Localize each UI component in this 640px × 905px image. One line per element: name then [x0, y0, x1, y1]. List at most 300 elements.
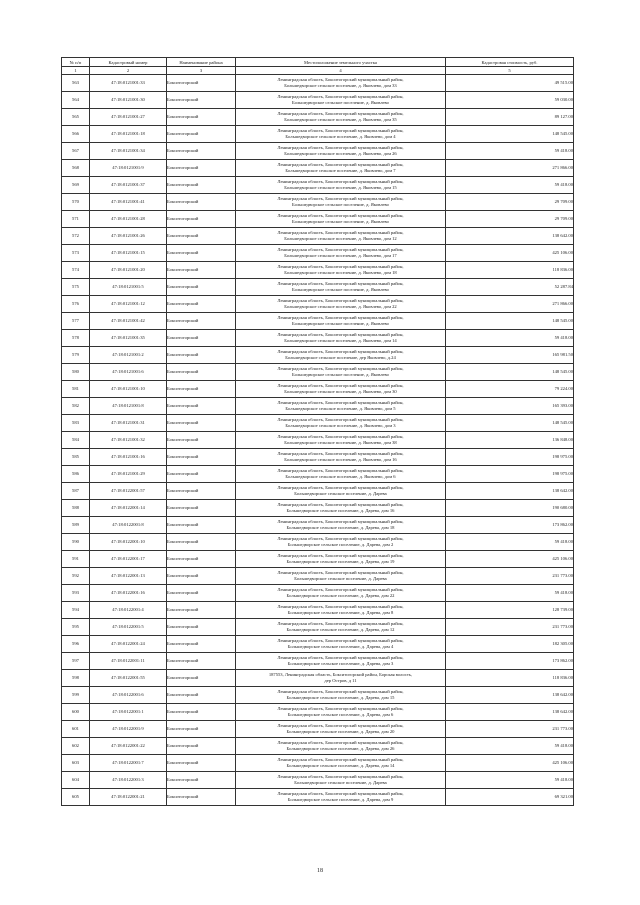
- cadastral-cost: 271 866.00: [446, 296, 574, 313]
- row-number: 591: [62, 551, 90, 568]
- location-line: Большедворское сельское поселение, д. Яковлево, дом 15: [284, 185, 397, 190]
- plot-location: [236, 789, 446, 806]
- cadastral-number: 47:18:0122001:3: [90, 772, 167, 789]
- location-line: 187553, Ленинградская область, Бокситогорский район, Борская волость,: [268, 672, 413, 677]
- district-name: Бокситогорский: [167, 75, 236, 92]
- district-name: Бокситогорский: [167, 143, 236, 160]
- location-line: Ленинградская область, Бокситогорский муниципальный район,: [277, 77, 404, 82]
- plot-location: [236, 568, 446, 585]
- location-line: Большедворское сельское поселение, д. Яковлево: [292, 287, 389, 292]
- location-line: Ленинградская область, Бокситогорский муниципальный район,: [277, 468, 404, 473]
- location-line: Ленинградская область, Бокситогорский муниципальный район,: [277, 366, 404, 371]
- table-row: [62, 313, 574, 330]
- table-row: [62, 500, 574, 517]
- column-number: 2: [90, 67, 167, 75]
- plot-location: [236, 636, 446, 653]
- cadastral-number: 47:18:0122001:1: [90, 704, 167, 721]
- row-number: 605: [62, 789, 90, 806]
- cadastral-cost: 148 545.00: [446, 126, 574, 143]
- cadastral-number: 47:18:0121001:37: [90, 177, 167, 194]
- cadastral-number: 47:18:0121001:10: [90, 381, 167, 398]
- table-row: [62, 670, 574, 687]
- table-row: [62, 551, 574, 568]
- cadastral-cost: 425 106.00: [446, 551, 574, 568]
- header-cadastral-number: Кадастровый номер: [90, 58, 167, 67]
- location-line: Ленинградская область, Бокситогорский муниципальный район,: [277, 213, 404, 218]
- plot-location: [236, 500, 446, 517]
- location-line: Большедворское сельское поселение, дер Яковлево, д.24: [285, 355, 396, 360]
- plot-location: [236, 687, 446, 704]
- plot-location: [236, 585, 446, 602]
- plot-location: [236, 653, 446, 670]
- cadastral-number: 47:18:0122001:5: [90, 619, 167, 636]
- column-number: 4: [236, 67, 446, 75]
- cadastral-number: 47:18:0121001:5: [90, 279, 167, 296]
- location-line: Большедворское сельское поселение, д. Яковлево, дом 6: [285, 474, 396, 479]
- location-line: Большедворское сельское поселение, д. Яковлево, дом 35: [284, 117, 397, 122]
- table-row: [62, 653, 574, 670]
- cadastral-number: 47:18:0122001:14: [90, 500, 167, 517]
- location-line: Большедворское сельское поселение, д. Яковлево, дом 26: [284, 151, 397, 156]
- header-number: № п/п: [62, 58, 90, 67]
- table-row: [62, 109, 574, 126]
- location-line: Ленинградская область, Бокситогорский муниципальный район,: [277, 740, 404, 745]
- plot-location: [236, 602, 446, 619]
- district-name: Бокситогорский: [167, 500, 236, 517]
- location-line: Большедворское сельское поселение, д. Дарева, дом 2: [287, 542, 394, 547]
- location-line: Ленинградская область, Бокситогорский муниципальный район,: [277, 230, 404, 235]
- district-name: Бокситогорский: [167, 194, 236, 211]
- row-number: 599: [62, 687, 90, 704]
- district-name: Бокситогорский: [167, 687, 236, 704]
- plot-location: [236, 517, 446, 534]
- location-line: Большедворское сельское поселение, д. Дарева, дом 19: [286, 559, 395, 564]
- cadastral-cost: 138 642.00: [446, 483, 574, 500]
- header-district: Наименование района: [167, 58, 236, 67]
- district-name: Бокситогорский: [167, 109, 236, 126]
- cadastral-cost: 89 127.00: [446, 109, 574, 126]
- row-number: 580: [62, 364, 90, 381]
- table-row: [62, 296, 574, 313]
- cadastral-cost: 148 545.00: [446, 364, 574, 381]
- cadastral-number: 47:18:0121001:8: [90, 398, 167, 415]
- cadastral-cost: 59 418.00: [446, 177, 574, 194]
- location-line: Большедворское сельское поселение, д. Яковлево: [292, 372, 389, 377]
- cadastral-cost: 198 975.00: [446, 466, 574, 483]
- table-row: [62, 75, 574, 92]
- plot-location: [236, 228, 446, 245]
- table-row: [62, 449, 574, 466]
- row-number: 585: [62, 449, 90, 466]
- district-name: Бокситогорский: [167, 160, 236, 177]
- cadastral-number: 47:18:0121001:16: [90, 449, 167, 466]
- cadastral-number: 47:18:0122001:57: [90, 483, 167, 500]
- location-line: Большедворское сельское поселение, д. Яковлево, дом 7: [285, 168, 396, 173]
- location-line: Ленинградская область, Бокситогорский муниципальный район,: [277, 774, 404, 779]
- plot-location: [236, 160, 446, 177]
- table-row: [62, 347, 574, 364]
- location-line: Большедворское сельское поселение, д. Дарева, дом 8: [287, 610, 394, 615]
- cadastral-number: 47:18:0122001:24: [90, 636, 167, 653]
- row-number: 604: [62, 772, 90, 789]
- district-name: Бокситогорский: [167, 789, 236, 806]
- cadastral-cost: 59 418.00: [446, 772, 574, 789]
- district-name: Бокситогорский: [167, 228, 236, 245]
- cadastral-cost: 59 418.00: [446, 738, 574, 755]
- cadastral-number: 47:18:0121001:29: [90, 466, 167, 483]
- row-number: 574: [62, 262, 90, 279]
- cadastral-number: 47:18:0122001:9: [90, 721, 167, 738]
- cadastral-cost: 138 642.00: [446, 687, 574, 704]
- plot-location: [236, 109, 446, 126]
- location-line: Ленинградская область, Бокситогорский муниципальный район,: [277, 621, 404, 626]
- district-name: Бокситогорский: [167, 279, 236, 296]
- location-line: Большедворское сельское поселение, д. Яковлево, дом 16: [284, 457, 397, 462]
- location-line: Большедворское сельское поселение, д. Яковлево, дом 17: [284, 253, 397, 258]
- cadastral-number: 47:18:0122001:55: [90, 670, 167, 687]
- table-row: [62, 194, 574, 211]
- cadastral-number: 47:18:0121001:9: [90, 160, 167, 177]
- table-row: [62, 211, 574, 228]
- location-line: Большедворское сельское поселение, д. Яковлево, дом 22: [284, 304, 397, 309]
- cadastral-cost: 52 287.84: [446, 279, 574, 296]
- location-line: Ленинградская область, Бокситогорский муниципальный район,: [277, 502, 404, 507]
- location-line: Ленинградская область, Бокситогорский муниципальный район,: [277, 145, 404, 150]
- cadastral-number: 47:18:0122001:6: [90, 687, 167, 704]
- table-row: [62, 602, 574, 619]
- location-line: Ленинградская область, Бокситогорский муниципальный район,: [277, 349, 404, 354]
- cadastral-cost: 148 545.00: [446, 313, 574, 330]
- cadastral-cost: 79 224.00: [446, 381, 574, 398]
- plot-location: [236, 245, 446, 262]
- location-line: Ленинградская область, Бокситогорский муниципальный район,: [277, 587, 404, 592]
- row-number: 565: [62, 109, 90, 126]
- row-number: 569: [62, 177, 90, 194]
- district-name: Бокситогорский: [167, 364, 236, 381]
- plot-location: [236, 194, 446, 211]
- cadastral-cost: 271 866.00: [446, 160, 574, 177]
- location-line: Ленинградская область, Бокситогорский муниципальный район,: [277, 689, 404, 694]
- row-number: 573: [62, 245, 90, 262]
- row-number: 595: [62, 619, 90, 636]
- cadastral-number: 47:18:0121001:30: [90, 92, 167, 109]
- district-name: Бокситогорский: [167, 313, 236, 330]
- district-name: Бокситогорский: [167, 92, 236, 109]
- cadastral-cost: 425 106.00: [446, 245, 574, 262]
- location-line: Большедворское сельское поселение, д. Яковлево, дом 18: [284, 270, 397, 275]
- row-number: 589: [62, 517, 90, 534]
- plot-location: [236, 330, 446, 347]
- district-name: Бокситогорский: [167, 126, 236, 143]
- plot-location: [236, 466, 446, 483]
- cadastral-cost: 128 739.00: [446, 602, 574, 619]
- location-line: Ленинградская область, Бокситогорский муниципальный район,: [277, 298, 404, 303]
- district-name: Бокситогорский: [167, 551, 236, 568]
- cadastral-cost: 231 773.00: [446, 568, 574, 585]
- cadastral-number: 47:18:0121001:41: [90, 194, 167, 211]
- cadastral-cost: 29 709.00: [446, 211, 574, 228]
- row-number: 583: [62, 415, 90, 432]
- cadastral-number: 47:18:0121001:42: [90, 313, 167, 330]
- location-line: Ленинградская область, Бокситогорский муниципальный район,: [277, 128, 404, 133]
- row-number: 579: [62, 347, 90, 364]
- plot-location: [236, 432, 446, 449]
- table-row: [62, 279, 574, 296]
- location-line: Большедворское сельское поселение, д. Дарева, дом 12: [286, 627, 395, 632]
- location-line: Большедворское сельское поселение, д. Дарева, дом 18: [286, 525, 395, 530]
- document-page: [61, 57, 573, 806]
- page-number: 18: [317, 868, 323, 874]
- district-name: Бокситогорский: [167, 636, 236, 653]
- location-line: Большедворское сельское поселение, д. Яковлево, дом 33: [284, 83, 397, 88]
- table-row: [62, 772, 574, 789]
- district-name: Бокситогорский: [167, 347, 236, 364]
- district-name: Бокситогорский: [167, 483, 236, 500]
- location-line: Ленинградская область, Бокситогорский муниципальный район,: [277, 655, 404, 660]
- row-number: 568: [62, 160, 90, 177]
- location-line: Ленинградская область, Бокситогорский муниципальный район,: [277, 519, 404, 524]
- row-number: 581: [62, 381, 90, 398]
- location-line: Большедворское сельское поселение, д. Яковлево, дом 14: [284, 338, 397, 343]
- cadastral-number: 47:18:0121001:33: [90, 75, 167, 92]
- row-number: 584: [62, 432, 90, 449]
- cadastral-cost: 231 773.00: [446, 721, 574, 738]
- row-number: 597: [62, 653, 90, 670]
- row-number: 577: [62, 313, 90, 330]
- cadastral-number: 47:18:0122001:21: [90, 789, 167, 806]
- district-name: Бокситогорский: [167, 211, 236, 228]
- location-line: Ленинградская область, Бокситогорский муниципальный район,: [277, 162, 404, 167]
- plot-location: [236, 738, 446, 755]
- plot-location: [236, 755, 446, 772]
- row-number: 600: [62, 704, 90, 721]
- location-line: Большедворское сельское поселение, д. Яковлево: [292, 219, 389, 224]
- district-name: Бокситогорский: [167, 449, 236, 466]
- cadastral-number: 47:18:0121001:2: [90, 347, 167, 364]
- cadastral-number: 47:18:0122001:17: [90, 551, 167, 568]
- cadastral-number: 47:18:0121001:26: [90, 228, 167, 245]
- plot-location: [236, 143, 446, 160]
- table-body: [62, 75, 574, 806]
- district-name: Бокситогорский: [167, 653, 236, 670]
- location-line: Большедворское сельское поселение, д. Дарева: [294, 491, 387, 496]
- cadastral-number: 47:18:0121001:27: [90, 109, 167, 126]
- location-line: Ленинградская область, Бокситогорский муниципальный район,: [277, 383, 404, 388]
- location-line: Большедворское сельское поселение, д. Дарева, дом 9: [287, 797, 394, 802]
- location-line: Ленинградская область, Бокситогорский муниципальный район,: [277, 723, 404, 728]
- row-number: 590: [62, 534, 90, 551]
- cadastral-number: 47:18:0122001:16: [90, 585, 167, 602]
- plot-location: [236, 92, 446, 109]
- location-line: Ленинградская область, Бокситогорский муниципальный район,: [277, 485, 404, 490]
- table-row: [62, 721, 574, 738]
- cadastral-cost: 29 709.00: [446, 194, 574, 211]
- district-name: Бокситогорский: [167, 296, 236, 313]
- table-row: [62, 177, 574, 194]
- table-row: [62, 789, 574, 806]
- location-line: Ленинградская область, Бокситогорский муниципальный район,: [277, 434, 404, 439]
- row-number: 593: [62, 585, 90, 602]
- plot-location: [236, 75, 446, 92]
- land-plots-table: [61, 57, 574, 806]
- location-line: Ленинградская область, Бокситогорский муниципальный район,: [277, 417, 404, 422]
- location-line: Большедворское сельское поселение, д. Дарева, дом 16: [286, 508, 395, 513]
- district-name: Бокситогорский: [167, 398, 236, 415]
- row-number: 563: [62, 75, 90, 92]
- location-line: Ленинградская область, Бокситогорский муниципальный район,: [277, 111, 404, 116]
- plot-location: [236, 313, 446, 330]
- plot-location: [236, 262, 446, 279]
- plot-location: [236, 296, 446, 313]
- table-row: [62, 228, 574, 245]
- location-line: Большедворское сельское поселение, д. Дарева: [294, 780, 387, 785]
- row-number: 601: [62, 721, 90, 738]
- plot-location: [236, 381, 446, 398]
- plot-location: [236, 772, 446, 789]
- plot-location: [236, 347, 446, 364]
- column-number: 1: [62, 67, 90, 75]
- location-line: Ленинградская область, Бокситогорский муниципальный район,: [277, 264, 404, 269]
- location-line: Ленинградская область, Бокситогорский муниципальный район,: [277, 536, 404, 541]
- location-line: Большедворское сельское поселение, д. Яковлево, дом 4: [285, 134, 396, 139]
- cadastral-cost: 69 321.00: [446, 789, 574, 806]
- cadastral-number: 47:18:0121001:6: [90, 364, 167, 381]
- district-name: Бокситогорский: [167, 262, 236, 279]
- cadastral-cost: 148 545.00: [446, 415, 574, 432]
- plot-location: [236, 670, 446, 687]
- column-number: 3: [167, 67, 236, 75]
- plot-location: [236, 211, 446, 228]
- row-number: 571: [62, 211, 90, 228]
- cadastral-cost: 425 106.00: [446, 755, 574, 772]
- cadastral-cost: 118 836.00: [446, 262, 574, 279]
- table-row: [62, 160, 574, 177]
- district-name: Бокситогорский: [167, 619, 236, 636]
- cadastral-cost: 59 030.00: [446, 92, 574, 109]
- cadastral-cost: 138 642.00: [446, 704, 574, 721]
- location-line: Большедворское сельское поселение, д. Яковлево, дом 30: [284, 389, 397, 394]
- cadastral-cost: 59 418.00: [446, 585, 574, 602]
- cadastral-cost: 165 981.50: [446, 347, 574, 364]
- table-row: [62, 466, 574, 483]
- district-name: Бокситогорский: [167, 738, 236, 755]
- district-name: Бокситогорский: [167, 330, 236, 347]
- cadastral-cost: 59 418.00: [446, 330, 574, 347]
- row-number: 570: [62, 194, 90, 211]
- cadastral-cost: 49 515.00: [446, 75, 574, 92]
- cadastral-cost: 173 862.00: [446, 517, 574, 534]
- table-row: [62, 143, 574, 160]
- row-number: 598: [62, 670, 90, 687]
- cadastral-number: 47:18:0122001:22: [90, 738, 167, 755]
- table-row: [62, 755, 574, 772]
- plot-location: [236, 721, 446, 738]
- location-line: Ленинградская область, Бокситогорский муниципальный район,: [277, 604, 404, 609]
- cadastral-cost: 165 393.00: [446, 398, 574, 415]
- row-number: 587: [62, 483, 90, 500]
- district-name: Бокситогорский: [167, 517, 236, 534]
- plot-location: [236, 483, 446, 500]
- cadastral-cost: 59 418.00: [446, 143, 574, 160]
- table-row: [62, 415, 574, 432]
- row-number: 592: [62, 568, 90, 585]
- location-line: Большедворское сельское поселение, д. Яковлево: [292, 202, 389, 207]
- cadastral-cost: 136 848.00: [446, 432, 574, 449]
- row-number: 572: [62, 228, 90, 245]
- location-line: Ленинградская область, Бокситогорский муниципальный район,: [277, 570, 404, 575]
- district-name: Бокситогорский: [167, 585, 236, 602]
- location-line: Ленинградская область, Бокситогорский муниципальный район,: [277, 179, 404, 184]
- location-line: Ленинградская область, Бокситогорский муниципальный район,: [277, 281, 404, 286]
- cadastral-number: 47:18:0121001:34: [90, 143, 167, 160]
- table-row: [62, 245, 574, 262]
- location-line: Ленинградская область, Бокситогорский муниципальный район,: [277, 94, 404, 99]
- table-row: [62, 330, 574, 347]
- cadastral-cost: 231 773.00: [446, 619, 574, 636]
- district-name: Бокситогорский: [167, 721, 236, 738]
- location-line: Большедворское сельское поселение, д. Дарева, дом 6: [287, 712, 394, 717]
- location-line: Ленинградская область, Бокситогорский муниципальный район,: [277, 638, 404, 643]
- table-row: [62, 568, 574, 585]
- district-name: Бокситогорский: [167, 466, 236, 483]
- district-name: Бокситогорский: [167, 704, 236, 721]
- district-name: Бокситогорский: [167, 772, 236, 789]
- table-row: [62, 398, 574, 415]
- cadastral-number: 47:18:0121001:28: [90, 211, 167, 228]
- header-cadastral-cost: Кадастровая стоимость, руб.: [446, 58, 574, 67]
- location-line: Ленинградская область, Бокситогорский муниципальный район,: [277, 757, 404, 762]
- row-number: 578: [62, 330, 90, 347]
- row-number: 586: [62, 466, 90, 483]
- district-name: Бокситогорский: [167, 245, 236, 262]
- plot-location: [236, 398, 446, 415]
- table-row: [62, 126, 574, 143]
- plot-location: [236, 126, 446, 143]
- location-line: Ленинградская область, Бокситогорский муниципальный район,: [277, 706, 404, 711]
- location-line: Большедворское сельское поселение, д. Яковлево: [292, 321, 389, 326]
- column-number: 5: [446, 67, 574, 75]
- cadastral-number: 47:18:0121001:32: [90, 432, 167, 449]
- table-row: [62, 636, 574, 653]
- location-line: Большедворское сельское поселение, д. Яковлево: [292, 100, 389, 105]
- location-line: Большедворское сельское поселение, д. Дарева, дом 20: [286, 729, 395, 734]
- table-row: [62, 432, 574, 449]
- cadastral-number: 47:18:0121001:31: [90, 415, 167, 432]
- row-number: 582: [62, 398, 90, 415]
- plot-location: [236, 704, 446, 721]
- row-number: 602: [62, 738, 90, 755]
- plot-location: [236, 364, 446, 381]
- table-row: [62, 585, 574, 602]
- plot-location: [236, 415, 446, 432]
- location-line: Ленинградская область, Бокситогорский муниципальный район,: [277, 400, 404, 405]
- row-number: 564: [62, 92, 90, 109]
- location-line: Ленинградская область, Бокситогорский муниципальный район,: [277, 791, 404, 796]
- cadastral-cost: 182 305.00: [446, 636, 574, 653]
- plot-location: [236, 449, 446, 466]
- district-name: Бокситогорский: [167, 755, 236, 772]
- cadastral-cost: 190 680.00: [446, 500, 574, 517]
- district-name: Бокситогорский: [167, 534, 236, 551]
- location-line: Большедворское сельское поселение, д. Дарева: [294, 576, 387, 581]
- location-line: Большедворское сельское поселение, д. Дарева, дом 22: [286, 593, 395, 598]
- row-number: 567: [62, 143, 90, 160]
- table-row: [62, 517, 574, 534]
- cadastral-cost: 59 418.00: [446, 534, 574, 551]
- table-row: [62, 262, 574, 279]
- row-number: 588: [62, 500, 90, 517]
- table-row: [62, 704, 574, 721]
